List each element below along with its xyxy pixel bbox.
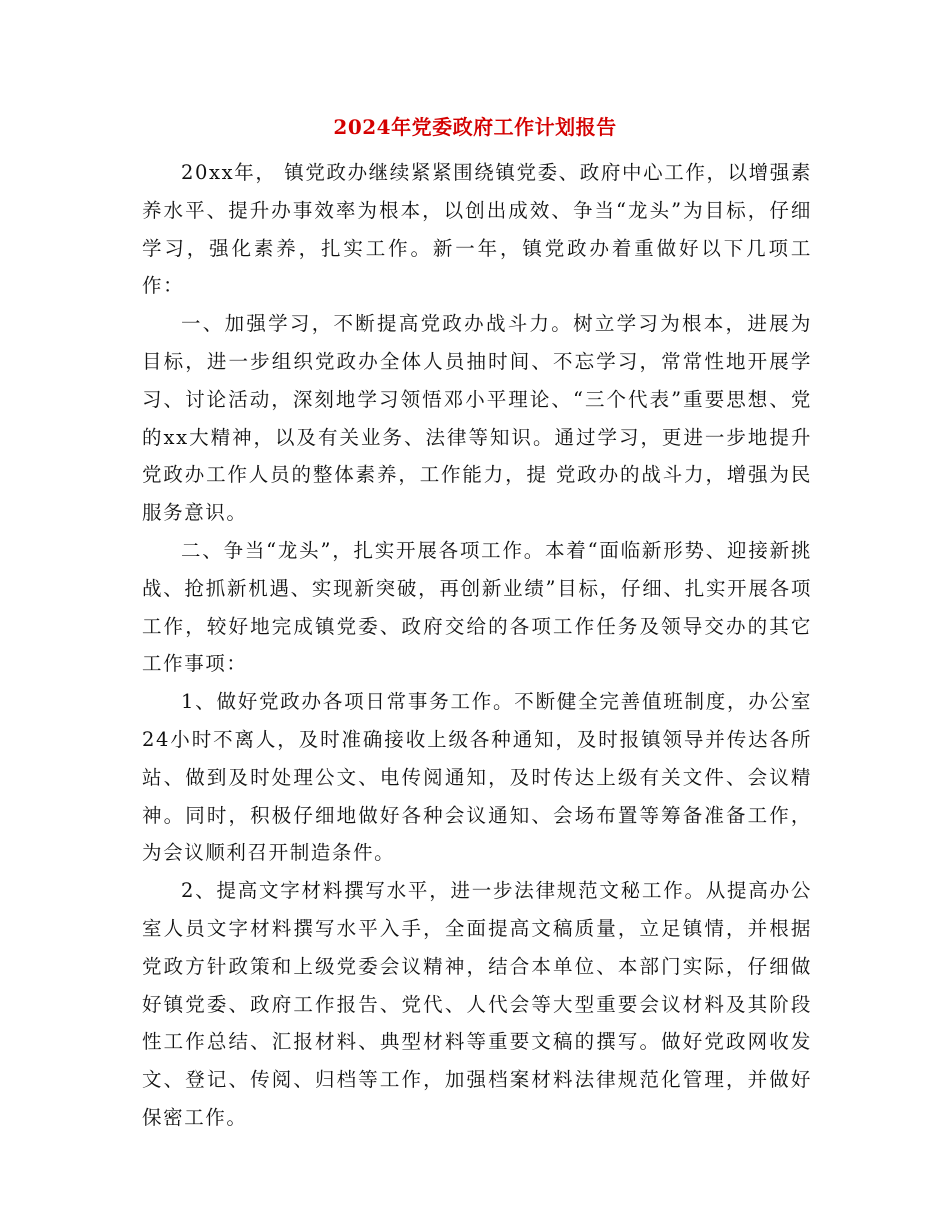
paragraph-intro: 20xx年， 镇党政办继续紧紧围绕镇党委、政府中心工作，以增强素养水平、提升办事效率为根本，以创出成效、争当“龙头”为目标，仔细学习，强化素养，扎实工作。新一年，镇党政办着重做好以下几项工作： [142,161,812,298]
document-body [142,154,812,1137]
paragraph-item-1: 1、做好党政办各项日常事务工作。不断健全完善值班制度，办公室24小时不离人，及时准确接收上级各种通知，及时报镇领导并传达各所站、做到及时处理公文、电传阅通知，及时传达上级有关文件、会议精神。同时，积极仔细地做好各种会议通知、会场布置等筹备准备工作，为会议顺利召开制造条件。 [142,690,812,865]
paragraph-section-2: 二、争当“龙头”，扎实开展各项工作。本着“面临新形势、迎接新挑战、抢抓新机遇、实现新突破，再创新业绩”目标，仔细、扎实开展各项工作，较好地完成镇党委、政府交给的各项工作任务及领导交办的其它工作事项： [142,538,812,676]
paragraph-item-2: 2、提高文字材料撰写水平，进一步法律规范文秘工作。从提高办公室人员文字材料撰写水平入手，全面提高文稿质量，立足镇情，并根据党政方针政策和上级党委会议精神，结合本单位、本部门实际，仔细做好镇党委、政府工作报告、党代、人代会等大型重要会议材料及其阶段性工作总结、汇报材料、典型材料等重要文稿的撰写。做好党政网收发文、登记、传阅、归档等工作，加强档案材料法律规范化管理，并做好保密工作。 [142,879,812,1129]
paragraph-section-1: 一、加强学习，不断提高党政办战斗力。树立学习为根本，进展为目标，进一步组织党政办全体人员抽时间、不忘学习，常常性地开展学习、讨论活动，深刻地学习领悟邓小平理论、“三个代表”重要思想、党的xx大精神，以及有关业务、法律等知识。通过学习，更进一步地提升党政办工作人员的整体素养，工作能力，提 党政办的战斗力，增强为民服务意识。 [142,312,812,525]
document-title: 2024年党委政府工作计划报告 [333,115,617,139]
